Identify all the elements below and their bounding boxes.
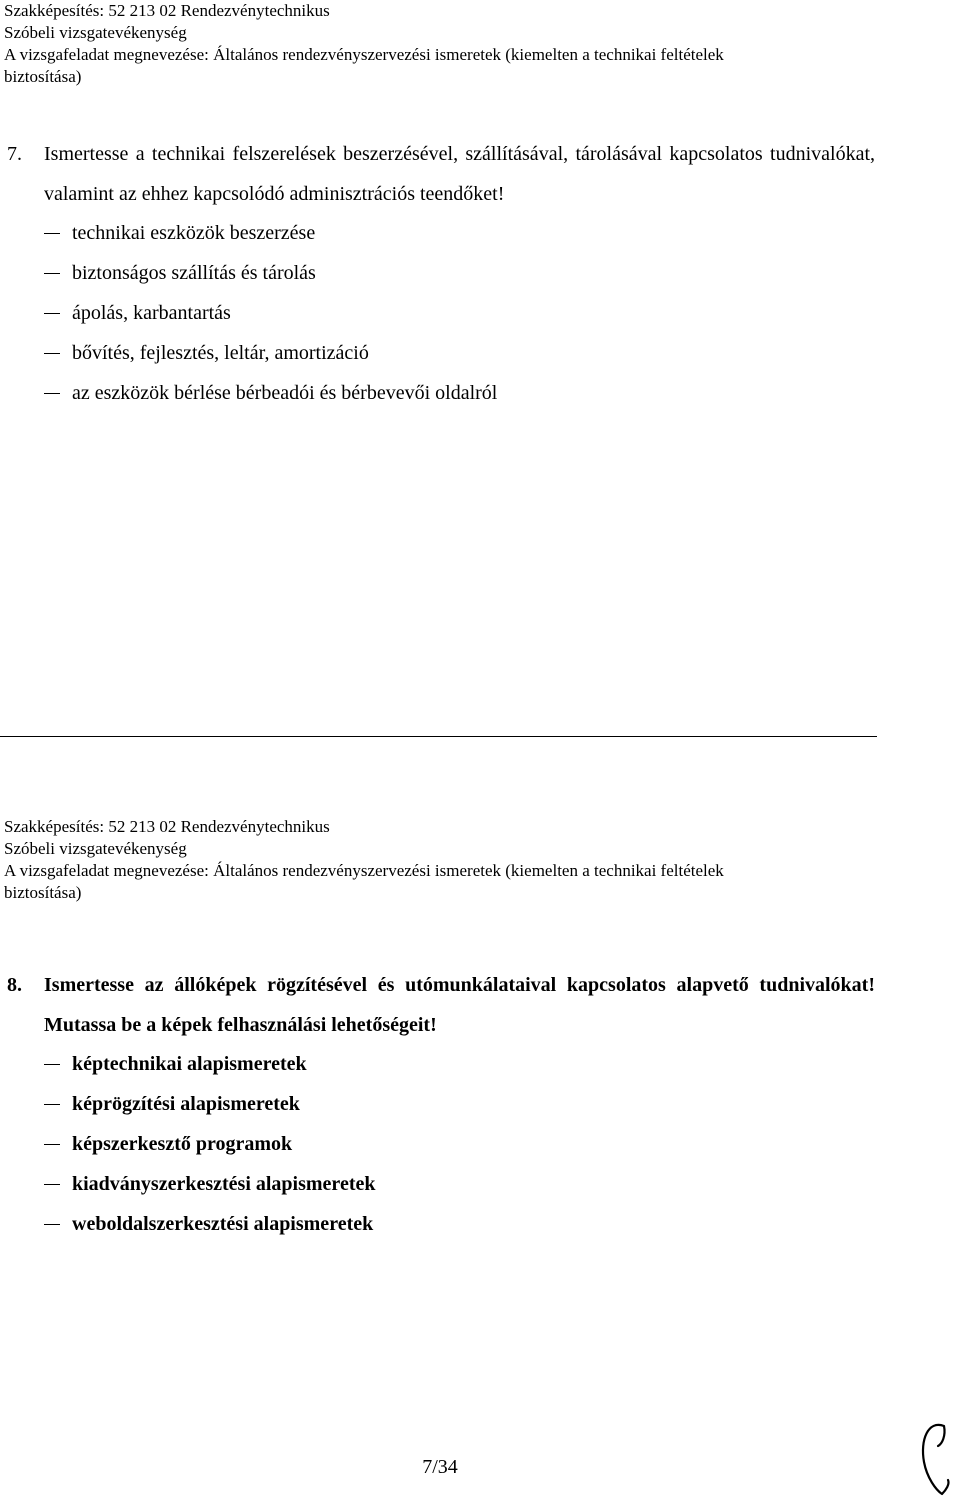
list-item: biztonságos szállítás és tárolás [44,253,497,293]
header-task-name: A vizsgafeladat megnevezése: Általános rendezvényszervezési ismeretek (kiemelten a technikai feltételek [4,861,724,880]
dash-bullet-icon [44,273,60,274]
question-7-bullets [44,213,497,413]
list-item: ápolás, karbantartás [44,293,497,333]
list-item: bővítés, fejlesztés, leltár, amortizáció [44,333,497,373]
header-exam-type: Szóbeli vizsgatevékenység [4,23,187,42]
dash-bullet-icon [44,1224,60,1225]
page-number: 7/34 [422,1456,458,1478]
question-7 [7,134,875,214]
dash-bullet-icon [44,1184,60,1185]
list-item: az eszközök bérlése bérbeadói és bérbevevői oldalról [44,373,497,413]
question-text: Ismertesse az állóképek rögzítésével és utómunkálataival kapcsolatos alapvető tudnivalókat! Mutassa be a képek felhasználási lehetőségeit! [44,974,875,1036]
dash-bullet-icon [44,1104,60,1105]
header-task-name-cont: biztosítása) [4,67,82,86]
page-separator [0,736,877,737]
dash-bullet-icon [44,313,60,314]
dash-bullet-icon [44,1144,60,1145]
header-exam-type: Szóbeli vizsgatevékenység [4,839,187,858]
list-item: képszerkesztő programok [44,1124,376,1164]
dash-bullet-icon [44,353,60,354]
header-qualification: Szakképesítés: 52 213 02 Rendezvénytechnikus [4,817,330,836]
question-text: Ismertesse a technikai felszerelések beszerzésével, szállításával, tárolásával kapcsolatos tudnivalókat, valamint az ehhez kapcsolódó adminisztrációs teendőket! [44,143,875,205]
question-8 [7,965,875,1045]
signature-mark [914,1418,954,1498]
header-task-name-cont: biztosítása) [4,883,82,902]
header-task-name: A vizsgafeladat megnevezése: Általános rendezvényszervezési ismeretek (kiemelten a technikai feltételek [4,45,724,64]
dash-bullet-icon [44,1064,60,1065]
list-item: képrögzítési alapismeretek [44,1084,376,1124]
list-item: kiadványszerkesztési alapismeretek [44,1164,376,1204]
dash-bullet-icon [44,393,60,394]
dash-bullet-icon [44,233,60,234]
question-8-bullets [44,1044,376,1244]
list-item: technikai eszközök beszerzése [44,213,497,253]
header-qualification: Szakképesítés: 52 213 02 Rendezvénytechnikus [4,1,330,20]
question-number: 7. [7,143,22,165]
list-item: képtechnikai alapismeretek [44,1044,376,1084]
list-item: weboldalszerkesztési alapismeretek [44,1204,376,1244]
question-number: 8. [7,974,22,996]
